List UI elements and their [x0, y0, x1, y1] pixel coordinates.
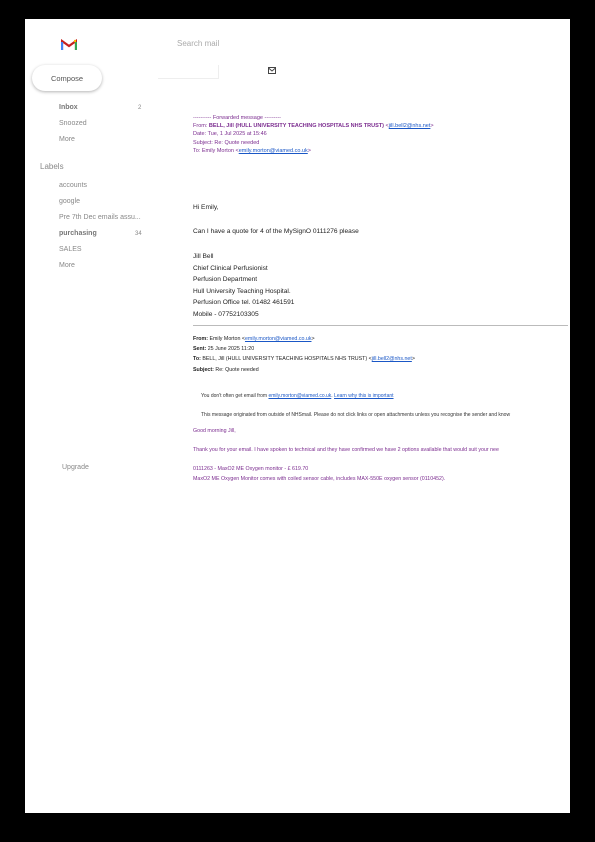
mail-icon[interactable] — [268, 67, 276, 74]
quote-request: Can I have a quote for 4 of the MySignO 0111276 please — [193, 228, 359, 235]
sidebar-label-accounts[interactable]: accounts — [59, 182, 88, 189]
forwarded-from: From: BELL, Jill (HULL UNIVERSITY TEACHING HOSPITALS NHS TRUST) <jill.bell2@nhs.net> — [193, 123, 434, 130]
forwarded-from-email[interactable]: jill.bell2@nhs.net — [388, 123, 431, 130]
external-sender-email[interactable]: emily.morton@viamed.co.uk — [268, 393, 332, 399]
product-description: MaxO2 ME Oxygen Monitor comes with coiled sensor cable, includes MAX-550E oxygen sensor (0110452). — [193, 476, 446, 482]
original-subject: Subject: Re: Quote needed — [193, 366, 259, 373]
sidebar-label-purchasing[interactable]: purchasing — [59, 230, 97, 237]
product-line: 0111263 - MaxO2 ME Oxygen monitor - £ 619.70 — [193, 466, 309, 472]
signature — [193, 251, 294, 321]
original-to-email[interactable]: jill.bell2@nhs.net — [371, 356, 412, 363]
sidebar-item-snoozed[interactable]: Snoozed — [59, 120, 87, 127]
reply-body: Thank you for your email. I have spoken to technical and they have confirmed we have 2 options available that would suit your nee — [193, 447, 499, 453]
inbox-count: 2 — [138, 105, 142, 111]
forwarded-header: ---------- Forwarded message --------- — [193, 115, 281, 121]
compose-label: Compose — [50, 73, 84, 83]
compose-button[interactable] — [32, 65, 102, 91]
toolbar-divider — [158, 65, 219, 79]
labels-heading: Labels — [40, 162, 64, 171]
sidebar-item-more[interactable]: More — [59, 136, 75, 143]
signature-line: Mobile - 07752103305 — [193, 310, 259, 318]
forwarded-to-email[interactable]: emily.morton@viamed.co.uk — [238, 147, 308, 154]
sidebar-item-inbox[interactable]: Inbox — [59, 104, 78, 111]
forwarded-header-block — [193, 114, 434, 155]
forwarded-subject: Subject: Re: Quote needed — [193, 139, 260, 146]
purchasing-count: 34 — [135, 231, 142, 237]
divider — [193, 325, 570, 326]
signature-line: Perfusion Department — [193, 276, 258, 284]
gmail-logo-icon[interactable] — [61, 39, 77, 51]
sidebar-label-more[interactable]: More — [59, 262, 75, 269]
sidebar-label-pre-7th-dec[interactable]: Pre 7th Dec emails assu... — [59, 214, 141, 221]
signature-line: Perfusion Office tel. 01482 461591 — [193, 299, 295, 307]
email-page — [25, 19, 570, 813]
sidebar-label-google[interactable]: google — [59, 198, 81, 205]
learn-why-link[interactable]: Learn why this is important — [334, 393, 394, 399]
original-to: To: BELL, Jill (HULL UNIVERSITY TEACHING HOSPITALS NHS TRUST) <jill.bell2@nhs.net> — [193, 356, 415, 363]
external-sender-notice: You don't often get email from emily.morton@viamed.co.uk. Learn why this is important — [201, 393, 394, 399]
signature-line: Jill Bell — [193, 253, 214, 260]
original-from-email[interactable]: emily.morton@viamed.co.uk — [244, 336, 312, 342]
search-input[interactable]: Search mail — [177, 39, 220, 48]
nhsmail-notice: This message originated from outside of NHSmail. Please do not click links or open attachments unless you recognise the sender and know — [201, 412, 511, 418]
page-edge — [568, 60, 570, 504]
greeting: Hi Emily, — [193, 204, 219, 211]
forwarded-to: To: Emily Morton <emily.morton@viamed.co.uk> — [193, 147, 311, 154]
signature-line: Hull University Teaching Hospital. — [193, 287, 291, 295]
sidebar-label-sales[interactable]: SALES — [59, 246, 82, 253]
forwarded-date: Date: Tue, 1 Jul 2025 at 15:46 — [193, 131, 267, 138]
original-header-block — [193, 334, 415, 375]
original-sent: Sent: 25 June 2025 11:20 — [193, 346, 255, 353]
forwarded-from-name: BELL, Jill (HULL UNIVERSITY TEACHING HOSPITALS NHS TRUST) — [208, 123, 384, 130]
reply-greeting: Good morning Jill, — [193, 428, 236, 434]
upgrade-button[interactable]: Upgrade — [62, 464, 89, 471]
original-from: From: Emily Morton <emily.morton@viamed.co.uk> — [193, 336, 315, 342]
signature-line: Chief Clinical Perfusionist — [193, 264, 268, 272]
